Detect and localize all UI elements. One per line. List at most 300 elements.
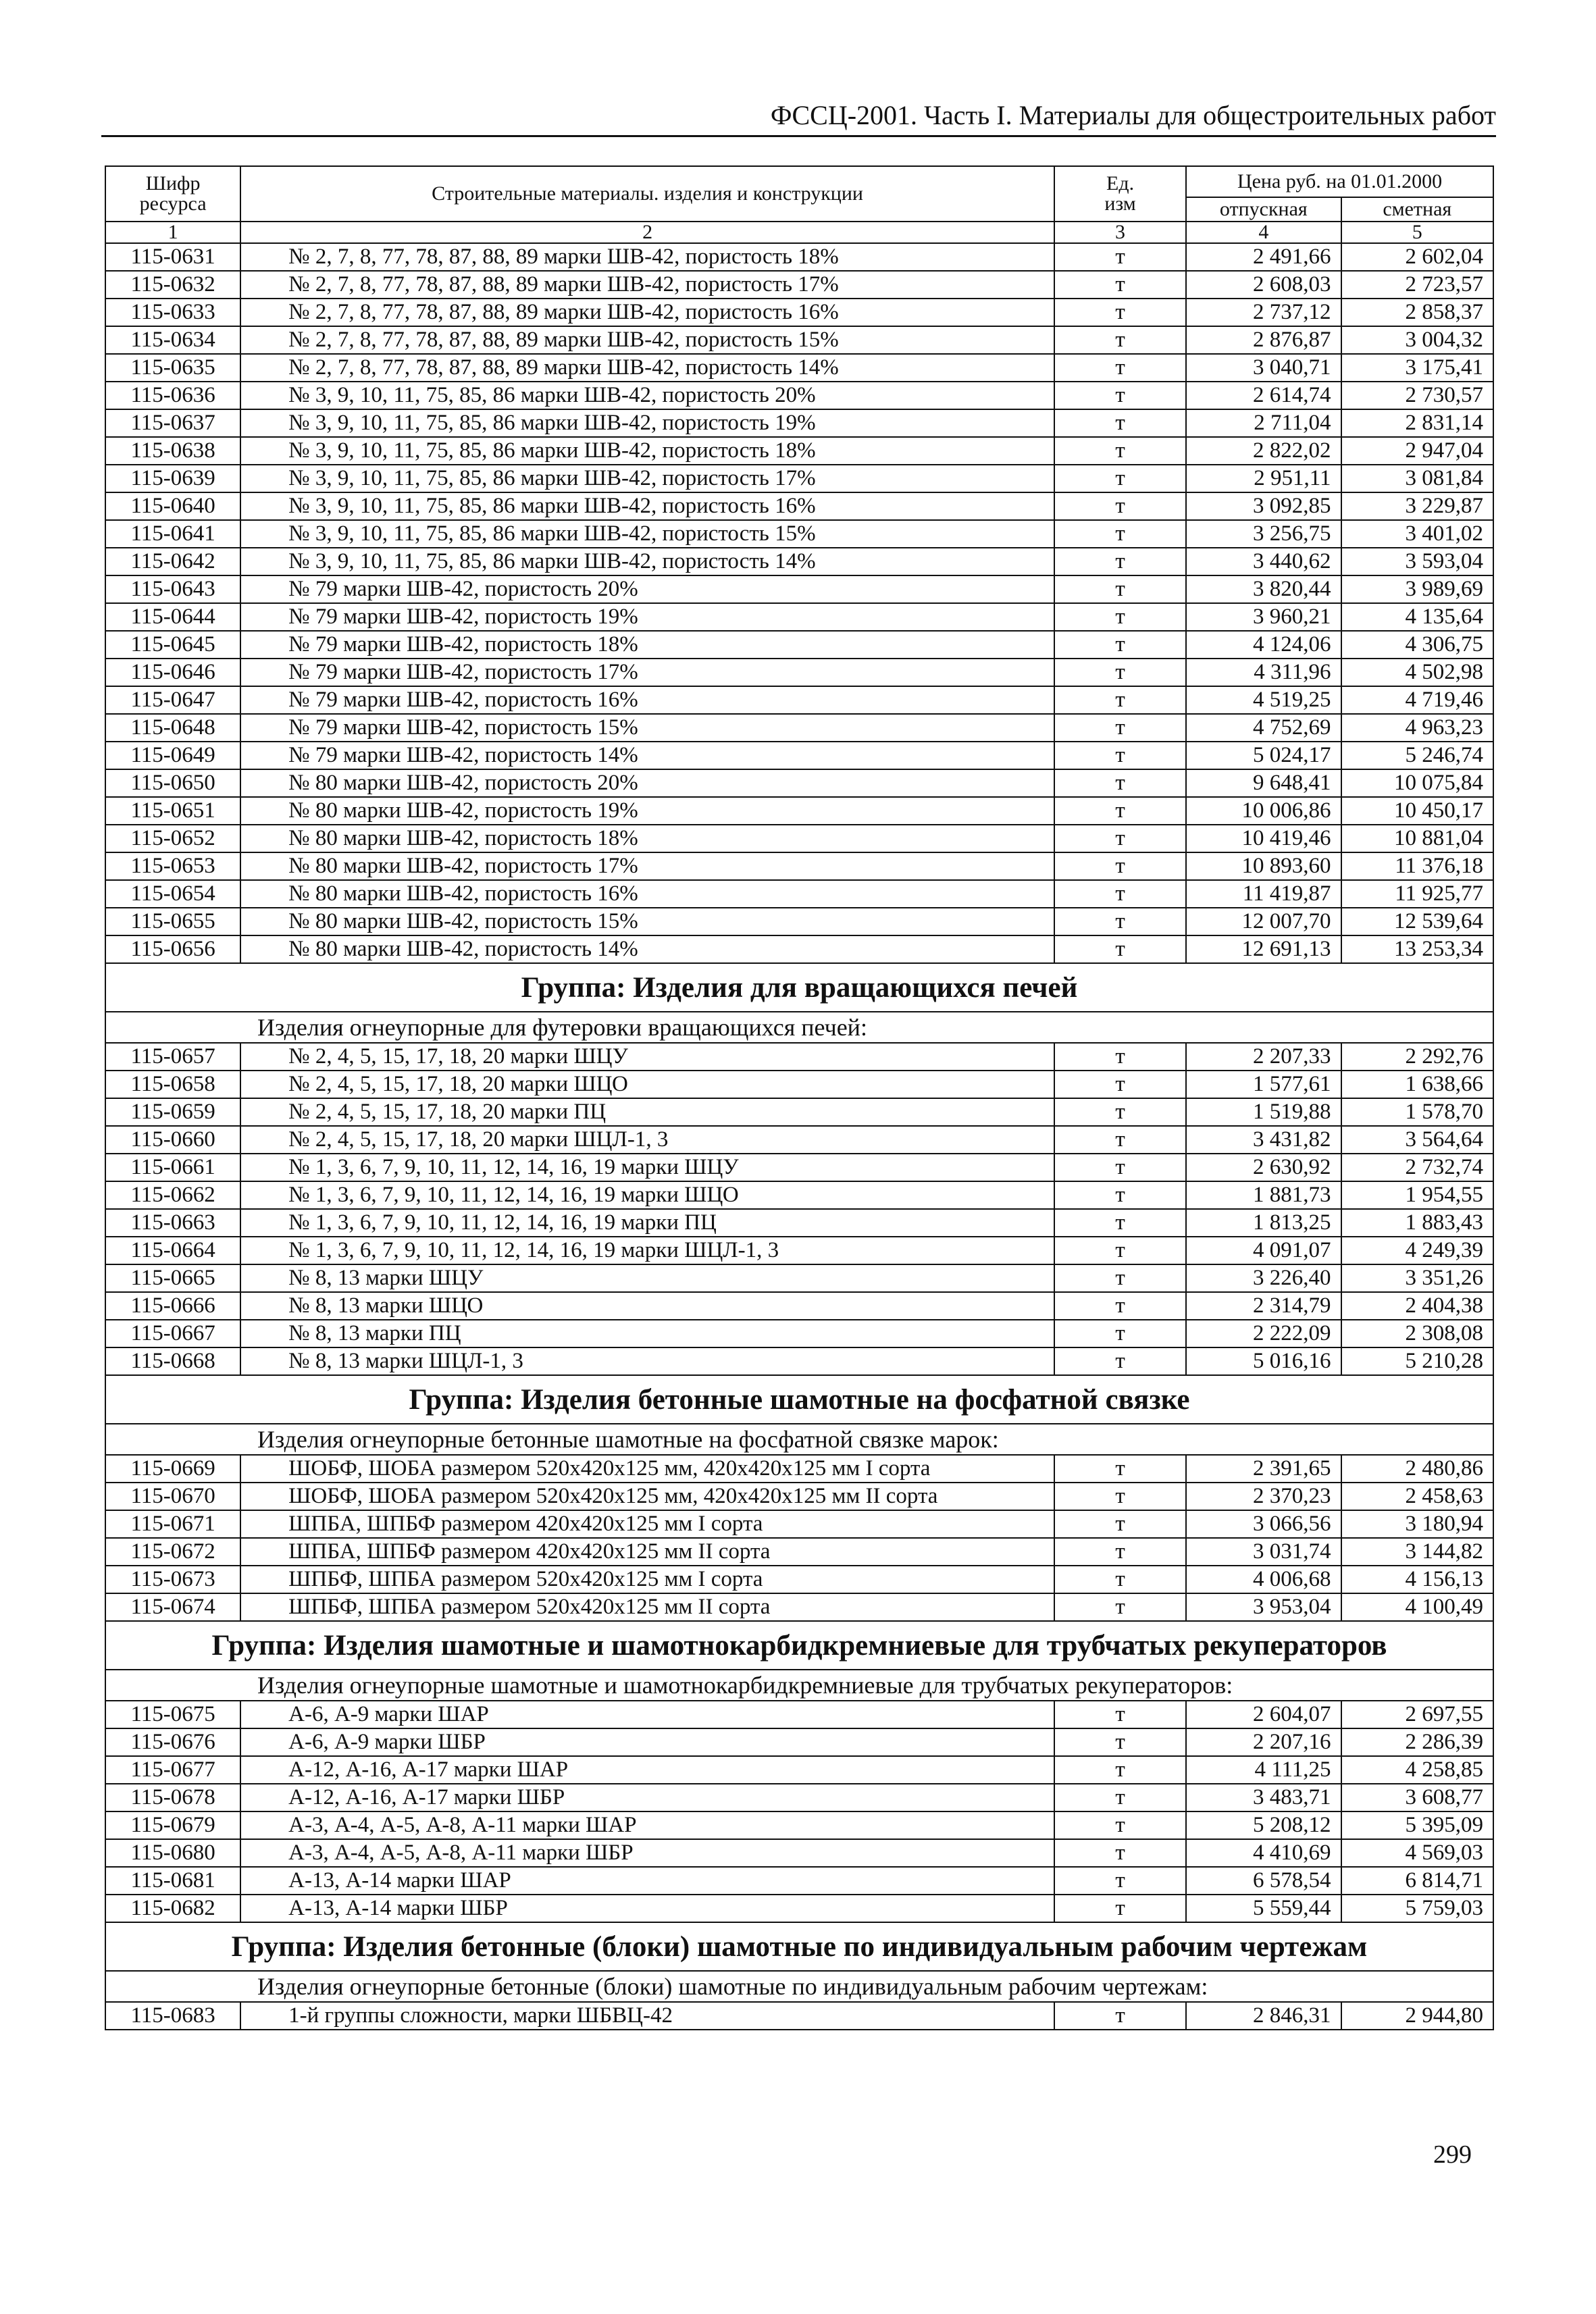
resource-code: 115-0654 xyxy=(105,880,240,908)
release-price: 3 226,40 xyxy=(1186,1264,1341,1292)
resource-code: 115-0674 xyxy=(105,1593,240,1621)
resource-code: 115-0672 xyxy=(105,1538,240,1566)
estimate-price: 4 502,98 xyxy=(1341,659,1493,686)
unit: т xyxy=(1054,1043,1186,1071)
estimate-price: 3 401,02 xyxy=(1341,520,1493,548)
resource-code: 115-0664 xyxy=(105,1237,240,1264)
table-row xyxy=(105,1126,1493,1154)
material-name: № 2, 4, 5, 15, 17, 18, 20 марки ШЦУ xyxy=(240,1043,1054,1071)
estimate-price: 4 156,13 xyxy=(1341,1566,1493,1593)
resource-code: 115-0637 xyxy=(105,409,240,437)
release-price: 3 483,71 xyxy=(1186,1784,1341,1811)
material-name: № 79 марки ШВ-42, пористость 20% xyxy=(240,575,1054,603)
estimate-price: 2 723,57 xyxy=(1341,271,1493,299)
subgroup-title: Изделия огнеупорные для футеровки вращающихся печей: xyxy=(105,1012,1493,1043)
group-row xyxy=(105,1375,1493,1424)
estimate-price: 2 458,63 xyxy=(1341,1483,1493,1510)
group-title: Группа: Изделия бетонные шамотные на фосфатной связке xyxy=(105,1375,1493,1424)
estimate-price: 2 947,04 xyxy=(1341,437,1493,465)
material-name: А-3, А-4, А-5, А-8, А-11 марки ШАР xyxy=(240,1811,1054,1839)
header-unit: Ед. изм xyxy=(1054,166,1186,222)
column-number-row xyxy=(105,222,1493,243)
resource-code: 115-0671 xyxy=(105,1510,240,1538)
material-name: А-12, А-16, А-17 марки ШАР xyxy=(240,1756,1054,1784)
estimate-price: 10 450,17 xyxy=(1341,797,1493,825)
estimate-price: 5 210,28 xyxy=(1341,1347,1493,1375)
release-price: 3 431,82 xyxy=(1186,1126,1341,1154)
resource-code: 115-0673 xyxy=(105,1566,240,1593)
table-row xyxy=(105,2002,1493,2030)
table-row xyxy=(105,1756,1493,1784)
release-price: 4 124,06 xyxy=(1186,631,1341,659)
estimate-price: 5 759,03 xyxy=(1341,1895,1493,1922)
table-body xyxy=(105,243,1493,2030)
table-row xyxy=(105,575,1493,603)
resource-code: 115-0639 xyxy=(105,465,240,492)
table-row xyxy=(105,1071,1493,1098)
unit: т xyxy=(1054,908,1186,935)
resource-code: 115-0658 xyxy=(105,1071,240,1098)
release-price: 2 876,87 xyxy=(1186,326,1341,354)
material-name: № 1, 3, 6, 7, 9, 10, 11, 12, 14, 16, 19 марки ШЦЛ-1, 3 xyxy=(240,1237,1054,1264)
group-title: Группа: Изделия для вращающихся печей xyxy=(105,963,1493,1012)
estimate-price: 3 593,04 xyxy=(1341,548,1493,575)
unit: т xyxy=(1054,880,1186,908)
unit: т xyxy=(1054,1728,1186,1756)
unit: т xyxy=(1054,1455,1186,1483)
unit: т xyxy=(1054,1538,1186,1566)
estimate-price: 3 229,87 xyxy=(1341,492,1493,520)
unit: т xyxy=(1054,409,1186,437)
table-row xyxy=(105,437,1493,465)
unit: т xyxy=(1054,686,1186,714)
resource-code: 115-0646 xyxy=(105,659,240,686)
unit: т xyxy=(1054,852,1186,880)
resource-code: 115-0675 xyxy=(105,1701,240,1728)
estimate-price: 2 404,38 xyxy=(1341,1292,1493,1320)
unit: т xyxy=(1054,271,1186,299)
material-name: № 80 марки ШВ-42, пористость 15% xyxy=(240,908,1054,935)
material-name: № 2, 7, 8, 77, 78, 87, 88, 89 марки ШВ-42, пористость 14% xyxy=(240,354,1054,382)
release-price: 5 208,12 xyxy=(1186,1811,1341,1839)
release-price: 4 006,68 xyxy=(1186,1566,1341,1593)
estimate-price: 2 308,08 xyxy=(1341,1320,1493,1347)
material-name: А-6, А-9 марки ШАР xyxy=(240,1701,1054,1728)
material-name: № 2, 4, 5, 15, 17, 18, 20 марки ПЦ xyxy=(240,1098,1054,1126)
estimate-price: 1 954,55 xyxy=(1341,1181,1493,1209)
header-release: отпускная xyxy=(1186,197,1341,222)
release-price: 6 578,54 xyxy=(1186,1867,1341,1895)
material-name: № 80 марки ШВ-42, пористость 19% xyxy=(240,797,1054,825)
release-price: 4 410,69 xyxy=(1186,1839,1341,1867)
resource-code: 115-0681 xyxy=(105,1867,240,1895)
resource-code: 115-0642 xyxy=(105,548,240,575)
estimate-price: 2 480,86 xyxy=(1341,1455,1493,1483)
release-price: 3 960,21 xyxy=(1186,603,1341,631)
material-name: № 3, 9, 10, 11, 75, 85, 86 марки ШВ-42, пористость 20% xyxy=(240,382,1054,409)
unit: т xyxy=(1054,1756,1186,1784)
resource-code: 115-0666 xyxy=(105,1292,240,1320)
table-row xyxy=(105,271,1493,299)
release-price: 2 630,92 xyxy=(1186,1154,1341,1181)
resource-code: 115-0643 xyxy=(105,575,240,603)
material-name: ШПБА, ШПБФ размером 420х420х125 мм I сорта xyxy=(240,1510,1054,1538)
table-row xyxy=(105,1566,1493,1593)
table-row xyxy=(105,409,1493,437)
unit: т xyxy=(1054,1566,1186,1593)
estimate-price: 2 292,76 xyxy=(1341,1043,1493,1071)
column-number: 3 xyxy=(1054,222,1186,243)
resource-code: 115-0680 xyxy=(105,1839,240,1867)
estimate-price: 3 989,69 xyxy=(1341,575,1493,603)
table-row xyxy=(105,742,1493,769)
resource-code: 115-0638 xyxy=(105,437,240,465)
unit: т xyxy=(1054,797,1186,825)
release-price: 3 092,85 xyxy=(1186,492,1341,520)
column-number: 2 xyxy=(240,222,1054,243)
estimate-price: 2 286,39 xyxy=(1341,1728,1493,1756)
release-price: 3 440,62 xyxy=(1186,548,1341,575)
resource-code: 115-0636 xyxy=(105,382,240,409)
material-name: А-12, А-16, А-17 марки ШБР xyxy=(240,1784,1054,1811)
material-name: № 2, 7, 8, 77, 78, 87, 88, 89 марки ШВ-42, пористость 15% xyxy=(240,326,1054,354)
release-price: 2 608,03 xyxy=(1186,271,1341,299)
release-price: 10 006,86 xyxy=(1186,797,1341,825)
material-name: № 2, 4, 5, 15, 17, 18, 20 марки ШЦЛ-1, 3 xyxy=(240,1126,1054,1154)
material-name: № 79 марки ШВ-42, пористость 16% xyxy=(240,686,1054,714)
unit: т xyxy=(1054,1510,1186,1538)
table-row xyxy=(105,1320,1493,1347)
unit: т xyxy=(1054,714,1186,742)
material-name: № 3, 9, 10, 11, 75, 85, 86 марки ШВ-42, пористость 16% xyxy=(240,492,1054,520)
estimate-price: 11 376,18 xyxy=(1341,852,1493,880)
resource-code: 115-0679 xyxy=(105,1811,240,1839)
table-row xyxy=(105,1867,1493,1895)
table-row xyxy=(105,1455,1493,1483)
table-row xyxy=(105,1701,1493,1728)
table-row xyxy=(105,769,1493,797)
table-row xyxy=(105,548,1493,575)
unit: т xyxy=(1054,1264,1186,1292)
material-name: № 3, 9, 10, 11, 75, 85, 86 марки ШВ-42, пористость 18% xyxy=(240,437,1054,465)
estimate-price: 4 569,03 xyxy=(1341,1839,1493,1867)
unit: т xyxy=(1054,825,1186,852)
material-name: № 79 марки ШВ-42, пористость 19% xyxy=(240,603,1054,631)
material-name: № 8, 13 марки ШЦУ xyxy=(240,1264,1054,1292)
header-title: ФССЦ-2001. Часть I. Материалы для общестроительных работ xyxy=(770,100,1496,130)
material-name: № 1, 3, 6, 7, 9, 10, 11, 12, 14, 16, 19 марки ШЦУ xyxy=(240,1154,1054,1181)
estimate-price: 10 075,84 xyxy=(1341,769,1493,797)
release-price: 10 893,60 xyxy=(1186,852,1341,880)
release-price: 3 256,75 xyxy=(1186,520,1341,548)
table-row xyxy=(105,1181,1493,1209)
unit: т xyxy=(1054,2002,1186,2030)
resource-code: 115-0662 xyxy=(105,1181,240,1209)
unit: т xyxy=(1054,299,1186,326)
table-row xyxy=(105,1347,1493,1375)
resource-code: 115-0667 xyxy=(105,1320,240,1347)
estimate-price: 4 258,85 xyxy=(1341,1756,1493,1784)
estimate-price: 3 564,64 xyxy=(1341,1126,1493,1154)
estimate-price: 3 351,26 xyxy=(1341,1264,1493,1292)
subgroup-row xyxy=(105,1670,1493,1701)
material-name: № 79 марки ШВ-42, пористость 15% xyxy=(240,714,1054,742)
material-name: А-6, А-9 марки ШБР xyxy=(240,1728,1054,1756)
release-price: 4 752,69 xyxy=(1186,714,1341,742)
material-name: № 79 марки ШВ-42, пористость 18% xyxy=(240,631,1054,659)
subgroup-title: Изделия огнеупорные бетонные (блоки) шамотные по индивидуальным рабочим чертежам: xyxy=(105,1971,1493,2002)
table-row xyxy=(105,465,1493,492)
material-name: А-3, А-4, А-5, А-8, А-11 марки ШБР xyxy=(240,1839,1054,1867)
release-price: 4 311,96 xyxy=(1186,659,1341,686)
unit: т xyxy=(1054,1811,1186,1839)
material-name: № 79 марки ШВ-42, пористость 14% xyxy=(240,742,1054,769)
unit: т xyxy=(1054,1701,1186,1728)
resource-code: 115-0631 xyxy=(105,243,240,271)
resource-code: 115-0645 xyxy=(105,631,240,659)
table-row xyxy=(105,935,1493,963)
resource-code: 115-0652 xyxy=(105,825,240,852)
estimate-price: 2 944,80 xyxy=(1341,2002,1493,2030)
release-price: 3 953,04 xyxy=(1186,1593,1341,1621)
table-row xyxy=(105,1264,1493,1292)
release-price: 2 314,79 xyxy=(1186,1292,1341,1320)
table-row xyxy=(105,1895,1493,1922)
header-price: Цена руб. на 01.01.2000 xyxy=(1186,166,1493,197)
material-name: № 80 марки ШВ-42, пористость 18% xyxy=(240,825,1054,852)
resource-code: 115-0663 xyxy=(105,1209,240,1237)
group-row xyxy=(105,963,1493,1012)
unit: т xyxy=(1054,548,1186,575)
unit: т xyxy=(1054,1209,1186,1237)
release-price: 2 711,04 xyxy=(1186,409,1341,437)
table-row xyxy=(105,825,1493,852)
release-price: 2 207,16 xyxy=(1186,1728,1341,1756)
group-title: Группа: Изделия шамотные и шамотнокарбидкремниевые для трубчатых рекуператоров xyxy=(105,1621,1493,1670)
resource-code: 115-0661 xyxy=(105,1154,240,1181)
release-price: 2 737,12 xyxy=(1186,299,1341,326)
unit: т xyxy=(1054,326,1186,354)
release-price: 5 016,16 xyxy=(1186,1347,1341,1375)
material-name: № 1, 3, 6, 7, 9, 10, 11, 12, 14, 16, 19 марки ПЦ xyxy=(240,1209,1054,1237)
estimate-price: 2 730,57 xyxy=(1341,382,1493,409)
table-row xyxy=(105,908,1493,935)
resource-code: 115-0676 xyxy=(105,1728,240,1756)
release-price: 2 491,66 xyxy=(1186,243,1341,271)
resource-code: 115-0641 xyxy=(105,520,240,548)
release-price: 1 519,88 xyxy=(1186,1098,1341,1126)
estimate-price: 2 831,14 xyxy=(1341,409,1493,437)
release-price: 2 370,23 xyxy=(1186,1483,1341,1510)
release-price: 2 846,31 xyxy=(1186,2002,1341,2030)
material-name: № 8, 13 марки ШЦЛ-1, 3 xyxy=(240,1347,1054,1375)
table-row xyxy=(105,714,1493,742)
estimate-price: 1 883,43 xyxy=(1341,1209,1493,1237)
release-price: 9 648,41 xyxy=(1186,769,1341,797)
resource-code: 115-0683 xyxy=(105,2002,240,2030)
table-row xyxy=(105,326,1493,354)
column-number: 5 xyxy=(1341,222,1493,243)
estimate-price: 4 100,49 xyxy=(1341,1593,1493,1621)
resource-code: 115-0669 xyxy=(105,1455,240,1483)
table-row xyxy=(105,797,1493,825)
subgroup-row xyxy=(105,1424,1493,1455)
table-row xyxy=(105,1098,1493,1126)
estimate-price: 12 539,64 xyxy=(1341,908,1493,935)
material-name: ШПБА, ШПБФ размером 420х420х125 мм II сорта xyxy=(240,1538,1054,1566)
material-name: № 2, 7, 8, 77, 78, 87, 88, 89 марки ШВ-42, пористость 17% xyxy=(240,271,1054,299)
resource-code: 115-0657 xyxy=(105,1043,240,1071)
material-name: № 80 марки ШВ-42, пористость 17% xyxy=(240,852,1054,880)
material-name: № 79 марки ШВ-42, пористость 17% xyxy=(240,659,1054,686)
material-name: № 80 марки ШВ-42, пористость 16% xyxy=(240,880,1054,908)
subgroup-title: Изделия огнеупорные бетонные шамотные на фосфатной связке марок: xyxy=(105,1424,1493,1455)
release-price: 12 691,13 xyxy=(1186,935,1341,963)
subgroup-row xyxy=(105,1012,1493,1043)
estimate-price: 3 175,41 xyxy=(1341,354,1493,382)
table-row xyxy=(105,1237,1493,1264)
table-row xyxy=(105,1483,1493,1510)
unit: т xyxy=(1054,437,1186,465)
page-header xyxy=(101,93,1496,137)
estimate-price: 2 602,04 xyxy=(1341,243,1493,271)
material-name: А-13, А-14 марки ШБР xyxy=(240,1895,1054,1922)
material-name: № 2, 4, 5, 15, 17, 18, 20 марки ШЦО xyxy=(240,1071,1054,1098)
table-row xyxy=(105,1538,1493,1566)
unit: т xyxy=(1054,243,1186,271)
table-row xyxy=(105,1209,1493,1237)
material-name: № 1, 3, 6, 7, 9, 10, 11, 12, 14, 16, 19 марки ШЦО xyxy=(240,1181,1054,1209)
group-row xyxy=(105,1922,1493,1971)
unit: т xyxy=(1054,603,1186,631)
material-name: А-13, А-14 марки ШАР xyxy=(240,1867,1054,1895)
release-price: 4 091,07 xyxy=(1186,1237,1341,1264)
release-price: 2 822,02 xyxy=(1186,437,1341,465)
release-price: 1 577,61 xyxy=(1186,1071,1341,1098)
estimate-price: 3 004,32 xyxy=(1341,326,1493,354)
material-name: № 3, 9, 10, 11, 75, 85, 86 марки ШВ-42, пористость 19% xyxy=(240,409,1054,437)
unit: т xyxy=(1054,769,1186,797)
resource-code: 115-0647 xyxy=(105,686,240,714)
table-row xyxy=(105,1839,1493,1867)
release-price: 3 031,74 xyxy=(1186,1538,1341,1566)
estimate-price: 5 246,74 xyxy=(1341,742,1493,769)
resource-code: 115-0668 xyxy=(105,1347,240,1375)
resource-code: 115-0682 xyxy=(105,1895,240,1922)
group-title: Группа: Изделия бетонные (блоки) шамотные по индивидуальным рабочим чертежам xyxy=(105,1922,1493,1971)
table-row xyxy=(105,1728,1493,1756)
unit: т xyxy=(1054,465,1186,492)
table-row xyxy=(105,1510,1493,1538)
material-name: № 3, 9, 10, 11, 75, 85, 86 марки ШВ-42, пористость 14% xyxy=(240,548,1054,575)
material-name: № 3, 9, 10, 11, 75, 85, 86 марки ШВ-42, пористость 15% xyxy=(240,520,1054,548)
estimate-price: 4 306,75 xyxy=(1341,631,1493,659)
estimate-price: 1 638,66 xyxy=(1341,1071,1493,1098)
unit: т xyxy=(1054,1181,1186,1209)
estimate-price: 3 144,82 xyxy=(1341,1538,1493,1566)
unit: т xyxy=(1054,935,1186,963)
resource-code: 115-0665 xyxy=(105,1264,240,1292)
material-name: № 2, 7, 8, 77, 78, 87, 88, 89 марки ШВ-42, пористость 18% xyxy=(240,243,1054,271)
material-name: № 80 марки ШВ-42, пористость 14% xyxy=(240,935,1054,963)
release-price: 5 559,44 xyxy=(1186,1895,1341,1922)
estimate-price: 11 925,77 xyxy=(1341,880,1493,908)
material-name: ШПБФ, ШПБА размером 520х420х125 мм I сорта xyxy=(240,1566,1054,1593)
unit: т xyxy=(1054,631,1186,659)
resource-code: 115-0649 xyxy=(105,742,240,769)
release-price: 12 007,70 xyxy=(1186,908,1341,935)
resource-code: 115-0634 xyxy=(105,326,240,354)
release-price: 4 111,25 xyxy=(1186,1756,1341,1784)
table-row xyxy=(105,1043,1493,1071)
table-row xyxy=(105,1811,1493,1839)
release-price: 2 614,74 xyxy=(1186,382,1341,409)
release-price: 5 024,17 xyxy=(1186,742,1341,769)
unit: т xyxy=(1054,1071,1186,1098)
header-name: Строительные материалы. изделия и конструкции xyxy=(240,166,1054,222)
resource-code: 115-0653 xyxy=(105,852,240,880)
unit: т xyxy=(1054,492,1186,520)
material-name: 1-й группы сложности, марки ШБВЦ-42 xyxy=(240,2002,1054,2030)
table-row xyxy=(105,880,1493,908)
release-price: 4 519,25 xyxy=(1186,686,1341,714)
unit: т xyxy=(1054,1320,1186,1347)
estimate-price: 2 858,37 xyxy=(1341,299,1493,326)
unit: т xyxy=(1054,382,1186,409)
resource-code: 115-0660 xyxy=(105,1126,240,1154)
resource-code: 115-0651 xyxy=(105,797,240,825)
subgroup-title: Изделия огнеупорные шамотные и шамотнокарбидкремниевые для трубчатых рекуператоров: xyxy=(105,1670,1493,1701)
estimate-price: 13 253,34 xyxy=(1341,935,1493,963)
resource-code: 115-0650 xyxy=(105,769,240,797)
material-name: № 2, 7, 8, 77, 78, 87, 88, 89 марки ШВ-42, пористость 16% xyxy=(240,299,1054,326)
material-name: № 80 марки ШВ-42, пористость 20% xyxy=(240,769,1054,797)
material-name: ШОБФ, ШОБА размером 520х420х125 мм, 420х420х125 мм II сорта xyxy=(240,1483,1054,1510)
table-row xyxy=(105,1784,1493,1811)
page-number: 299 xyxy=(1433,2140,1472,2169)
release-price: 2 604,07 xyxy=(1186,1701,1341,1728)
column-number: 1 xyxy=(105,222,240,243)
resource-code: 115-0648 xyxy=(105,714,240,742)
estimate-price: 5 395,09 xyxy=(1341,1811,1493,1839)
table-row xyxy=(105,852,1493,880)
material-name: ШПБФ, ШПБА размером 520х420х125 мм II сорта xyxy=(240,1593,1054,1621)
table-row xyxy=(105,520,1493,548)
release-price: 1 881,73 xyxy=(1186,1181,1341,1209)
unit: т xyxy=(1054,742,1186,769)
unit: т xyxy=(1054,1237,1186,1264)
release-price: 2 391,65 xyxy=(1186,1455,1341,1483)
unit: т xyxy=(1054,1347,1186,1375)
table-row xyxy=(105,686,1493,714)
unit: т xyxy=(1054,520,1186,548)
unit: т xyxy=(1054,1098,1186,1126)
table-row xyxy=(105,299,1493,326)
release-price: 2 207,33 xyxy=(1186,1043,1341,1071)
unit: т xyxy=(1054,575,1186,603)
estimate-price: 10 881,04 xyxy=(1341,825,1493,852)
resource-code: 115-0659 xyxy=(105,1098,240,1126)
resource-code: 115-0677 xyxy=(105,1756,240,1784)
table-row xyxy=(105,382,1493,409)
unit: т xyxy=(1054,1784,1186,1811)
estimate-price: 3 081,84 xyxy=(1341,465,1493,492)
unit: т xyxy=(1054,659,1186,686)
group-row xyxy=(105,1621,1493,1670)
table-row xyxy=(105,659,1493,686)
estimate-price: 3 608,77 xyxy=(1341,1784,1493,1811)
release-price: 10 419,46 xyxy=(1186,825,1341,852)
